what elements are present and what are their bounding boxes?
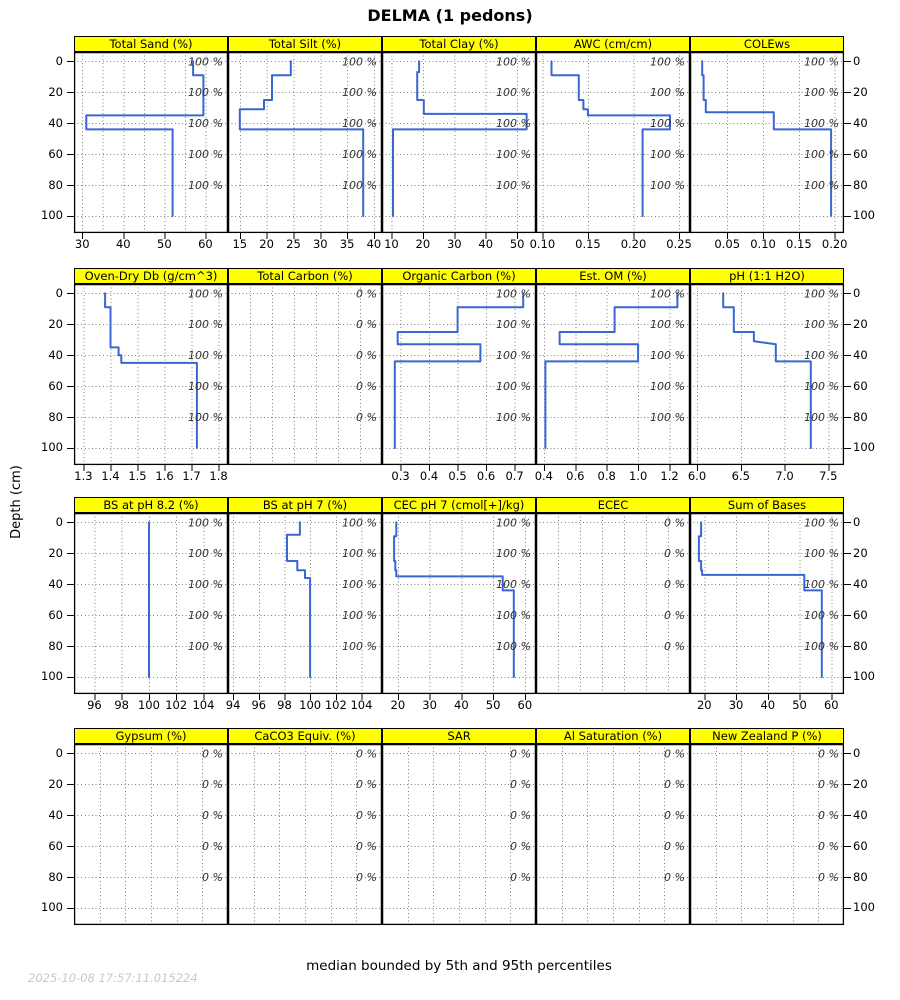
contributing-fraction-label: 100 %	[188, 380, 223, 394]
contributing-fraction-label: 0 %	[510, 871, 531, 885]
depth-tick-label-right: 40	[853, 576, 868, 591]
depth-tick-label-right: 0	[853, 514, 861, 529]
contributing-fraction-label: 100 %	[496, 547, 531, 561]
depth-tick-label-right: 60	[853, 607, 868, 622]
panel-awc-cm-cm	[536, 52, 690, 240]
x-tick-label: 40	[115, 237, 131, 251]
x-tick-label: 0.6	[566, 469, 585, 483]
x-tick-label: 0.3	[391, 469, 410, 483]
contributing-fraction-label: 0 %	[356, 287, 377, 301]
contributing-fraction-label: 100 %	[804, 609, 839, 623]
depth-tick-label-right: 80	[853, 177, 868, 192]
contributing-fraction-label: 0 %	[202, 871, 223, 885]
x-tick-label: 60	[823, 698, 839, 712]
contributing-fraction-label: 100 %	[188, 411, 223, 425]
contributing-fraction-label: 100 %	[188, 148, 223, 162]
contributing-fraction-label: 100 %	[496, 380, 531, 394]
depth-tick-label-right: 20	[853, 545, 868, 560]
depth-tick-label-left: 80	[48, 409, 63, 424]
contributing-fraction-label: 100 %	[650, 287, 685, 301]
contributing-fraction-label: 0 %	[664, 578, 685, 592]
contributing-fraction-label: 0 %	[664, 871, 685, 885]
strip-colews: COLEws	[690, 36, 844, 52]
depth-tick-label-right: 60	[853, 838, 868, 853]
strip-total-sand: Total Sand (%)	[74, 36, 228, 52]
x-tick-label: 1.7	[182, 469, 201, 483]
contributing-fraction-label: 0 %	[664, 609, 685, 623]
strip-oven-dry-db-g-cm-3: Oven-Dry Db (g/cm^3)	[74, 268, 228, 284]
panel-est-om	[536, 284, 690, 472]
contributing-fraction-label: 0 %	[664, 640, 685, 654]
depth-tick-label-left: 100	[41, 440, 63, 455]
contributing-fraction-label: 100 %	[342, 179, 377, 193]
depth-tick-label-left: 0	[55, 514, 63, 529]
panel-colews	[690, 52, 844, 240]
panel-bs-at-ph-8-2	[74, 513, 228, 701]
contributing-fraction-label: 100 %	[804, 55, 839, 69]
contributing-fraction-label: 100 %	[650, 117, 685, 131]
contributing-fraction-label: 100 %	[496, 55, 531, 69]
contributing-fraction-label: 0 %	[818, 809, 839, 823]
contributing-fraction-label: 0 %	[664, 516, 685, 530]
x-tick-label: 1.0	[628, 469, 648, 483]
depth-axis-label: Depth (cm)	[9, 465, 24, 539]
x-tick-label: 10	[384, 237, 399, 251]
x-tick-label: 30	[446, 237, 462, 251]
contributing-fraction-label: 100 %	[804, 117, 839, 131]
contributing-fraction-label: 100 %	[188, 349, 223, 363]
contributing-fraction-label: 100 %	[188, 516, 223, 530]
depth-axis-ticks-left	[67, 513, 74, 694]
x-tick-label: 1.4	[101, 469, 120, 483]
x-tick-label: 15	[232, 237, 248, 251]
strip-total-silt: Total Silt (%)	[228, 36, 382, 52]
depth-tick-label-left: 0	[55, 745, 63, 760]
panel-ecec	[536, 513, 690, 701]
contributing-fraction-label: 100 %	[188, 117, 223, 131]
contributing-fraction-label: 0 %	[664, 809, 685, 823]
depth-tick-label-left: 80	[48, 638, 63, 653]
contributing-fraction-label: 100 %	[804, 640, 839, 654]
x-tick-label: 50	[485, 698, 501, 712]
contributing-fraction-label: 0 %	[356, 840, 377, 854]
strip-awc-cm-cm: AWC (cm/cm)	[536, 36, 690, 52]
contributing-fraction-label: 0 %	[664, 778, 685, 792]
contributing-fraction-label: 100 %	[188, 609, 223, 623]
page-title: DELMA (1 pedons)	[367, 6, 533, 25]
contributing-fraction-label: 100 %	[188, 547, 223, 561]
contributing-fraction-label: 100 %	[496, 578, 531, 592]
timestamp: 2025-10-08 17:57:11.015224	[28, 971, 198, 985]
contributing-fraction-label: 100 %	[650, 318, 685, 332]
x-tick-label: 25	[286, 237, 301, 251]
x-tick-label: 0.10	[750, 237, 776, 251]
panel-caco3-equiv	[228, 744, 382, 932]
contributing-fraction-label: 100 %	[342, 640, 377, 654]
strip-ph-1-1-h2o: pH (1:1 H2O)	[690, 268, 844, 284]
depth-tick-label-right: 100	[853, 208, 875, 223]
contributing-fraction-label: 0 %	[664, 547, 685, 561]
x-tick-label: 0.15	[575, 237, 601, 251]
depth-tick-label-left: 0	[55, 53, 63, 68]
contributing-fraction-label: 0 %	[818, 778, 839, 792]
x-tick-label: 0.6	[476, 469, 496, 483]
depth-axis-ticks-right	[844, 744, 851, 925]
depth-axis-ticks-right	[844, 52, 851, 233]
depth-tick-label-right: 100	[853, 669, 875, 684]
contributing-fraction-label: 0 %	[510, 778, 531, 792]
depth-tick-label-left: 40	[48, 576, 63, 591]
x-tick-label: 7.5	[819, 469, 838, 483]
x-tick-label: 1.5	[128, 469, 147, 483]
contributing-fraction-label: 100 %	[804, 287, 839, 301]
panel-new-zealand-p	[690, 744, 844, 932]
panel-total-sand	[74, 52, 228, 240]
panel-gypsum	[74, 744, 228, 932]
panel-organic-carbon	[382, 284, 536, 472]
x-tick-label: 35	[339, 237, 355, 251]
contributing-fraction-label: 100 %	[804, 179, 839, 193]
x-tick-label: 98	[277, 698, 292, 712]
contributing-fraction-label: 0 %	[356, 411, 377, 425]
depth-tick-label-right: 80	[853, 409, 868, 424]
x-tick-label: 20	[259, 237, 274, 251]
strip-new-zealand-p: New Zealand P (%)	[690, 728, 844, 744]
depth-tick-label-right: 100	[853, 900, 875, 915]
strip-organic-carbon: Organic Carbon (%)	[382, 268, 536, 284]
x-tick-label: 40	[478, 237, 494, 251]
contributing-fraction-label: 0 %	[664, 840, 685, 854]
contributing-fraction-label: 100 %	[496, 287, 531, 301]
contributing-fraction-label: 100 %	[496, 349, 531, 363]
depth-tick-label-left: 80	[48, 869, 63, 884]
contributing-fraction-label: 100 %	[650, 380, 685, 394]
x-tick-label: 96	[251, 698, 267, 712]
x-tick-label: 20	[696, 698, 712, 712]
depth-tick-label-right: 0	[853, 53, 861, 68]
x-tick-label: 1.2	[660, 469, 679, 483]
depth-tick-label-left: 20	[48, 545, 63, 560]
depth-tick-label-right: 60	[853, 378, 868, 393]
x-tick-label: 6.0	[687, 469, 707, 483]
depth-tick-label-left: 100	[41, 208, 63, 223]
contributing-fraction-label: 0 %	[202, 778, 223, 792]
contributing-fraction-label: 100 %	[188, 318, 223, 332]
contributing-fraction-label: 100 %	[650, 86, 685, 100]
contributing-fraction-label: 100 %	[342, 609, 377, 623]
contributing-fraction-label: 0 %	[818, 747, 839, 761]
contributing-fraction-label: 100 %	[496, 516, 531, 530]
contributing-fraction-label: 100 %	[804, 148, 839, 162]
depth-tick-label-left: 40	[48, 347, 63, 362]
contributing-fraction-label: 100 %	[804, 411, 839, 425]
panel-bs-at-ph-7	[228, 513, 382, 701]
contributing-fraction-label: 0 %	[356, 747, 377, 761]
contributing-fraction-label: 100 %	[496, 117, 531, 131]
depth-tick-label-left: 80	[48, 177, 63, 192]
contributing-fraction-label: 100 %	[342, 117, 377, 131]
x-tick-label: 100	[137, 698, 160, 712]
panel-total-clay	[382, 52, 536, 240]
x-tick-label: 0.20	[620, 237, 647, 251]
x-tick-label: 0.5	[448, 469, 467, 483]
contributing-fraction-label: 100 %	[650, 55, 685, 69]
depth-tick-label-right: 80	[853, 869, 868, 884]
contributing-fraction-label: 100 %	[496, 411, 531, 425]
contributing-fraction-label: 100 %	[188, 179, 223, 193]
contributing-fraction-label: 0 %	[356, 871, 377, 885]
x-tick-label: 30	[312, 237, 328, 251]
contributing-fraction-label: 100 %	[496, 609, 531, 623]
contributing-fraction-label: 100 %	[496, 148, 531, 162]
strip-gypsum: Gypsum (%)	[74, 728, 228, 744]
contributing-fraction-label: 100 %	[188, 640, 223, 654]
x-tick-label: 1.3	[74, 469, 93, 483]
contributing-fraction-label: 100 %	[804, 349, 839, 363]
x-tick-label: 40	[366, 237, 382, 251]
contributing-fraction-label: 100 %	[804, 86, 839, 100]
contributing-fraction-label: 100 %	[650, 148, 685, 162]
contributing-fraction-label: 0 %	[356, 380, 377, 394]
contributing-fraction-label: 0 %	[664, 747, 685, 761]
depth-tick-label-left: 60	[48, 378, 63, 393]
panel-cec-ph-7-cmol-kg	[382, 513, 536, 701]
x-tick-label: 20	[415, 237, 431, 251]
x-tick-label: 1.6	[155, 469, 174, 483]
depth-tick-label-left: 20	[48, 316, 63, 331]
x-tick-label: 60	[517, 698, 533, 712]
depth-tick-label-right: 80	[853, 638, 868, 653]
x-tick-label: 0.4	[534, 469, 553, 483]
contributing-fraction-label: 0 %	[818, 840, 839, 854]
x-tick-label: 102	[165, 698, 188, 712]
x-tick-label: 40	[454, 698, 469, 712]
depth-tick-label-right: 100	[853, 440, 875, 455]
contributing-fraction-label: 0 %	[202, 840, 223, 854]
x-tick-label: 0.4	[419, 469, 439, 483]
strip-total-carbon: Total Carbon (%)	[228, 268, 382, 284]
depth-tick-label-left: 100	[41, 669, 63, 684]
x-tick-label: 40	[760, 698, 776, 712]
x-tick-label: 104	[350, 698, 373, 712]
contributing-fraction-label: 0 %	[356, 318, 377, 332]
contributing-fraction-label: 100 %	[342, 55, 377, 69]
depth-tick-label-left: 0	[55, 285, 63, 300]
strip-caco3-equiv: CaCO3 Equiv. (%)	[228, 728, 382, 744]
depth-tick-label-right: 0	[853, 745, 861, 760]
strip-est-om: Est. OM (%)	[536, 268, 690, 284]
depth-tick-label-left: 60	[48, 838, 63, 853]
contributing-fraction-label: 100 %	[804, 578, 839, 592]
depth-tick-label-left: 60	[48, 146, 63, 161]
depth-tick-label-left: 20	[48, 84, 63, 99]
contributing-fraction-label: 100 %	[342, 86, 377, 100]
contributing-fraction-label: 100 %	[496, 179, 531, 193]
contributing-fraction-label: 0 %	[202, 809, 223, 823]
x-tick-label: 104	[192, 698, 215, 712]
panel-oven-dry-db-g-cm-3	[74, 284, 228, 472]
contributing-fraction-label: 0 %	[202, 747, 223, 761]
depth-axis-ticks-right	[844, 513, 851, 694]
contributing-fraction-label: 100 %	[650, 179, 685, 193]
strip-sar: SAR	[382, 728, 536, 744]
panel-sum-of-bases	[690, 513, 844, 701]
contributing-fraction-label: 100 %	[496, 86, 531, 100]
x-tick-label: 102	[324, 698, 347, 712]
depth-tick-label-right: 20	[853, 84, 868, 99]
depth-tick-label-left: 60	[48, 607, 63, 622]
contributing-fraction-label: 0 %	[356, 809, 377, 823]
x-tick-label: 6.5	[731, 469, 750, 483]
depth-tick-label-right: 40	[853, 807, 868, 822]
x-tick-label: 0.8	[597, 469, 616, 483]
x-tick-label: 30	[422, 698, 437, 712]
contributing-fraction-label: 0 %	[356, 349, 377, 363]
x-tick-label: 0.15	[786, 237, 812, 251]
strip-al-saturation: Al Saturation (%)	[536, 728, 690, 744]
depth-axis-ticks-left	[67, 284, 74, 465]
x-tick-label: 1.8	[209, 469, 228, 483]
depth-axis-ticks-right	[844, 284, 851, 465]
contributing-fraction-label: 100 %	[650, 349, 685, 363]
depth-tick-label-right: 40	[853, 115, 868, 130]
contributing-fraction-label: 100 %	[342, 148, 377, 162]
x-tick-label: 0.10	[529, 237, 556, 251]
contributing-fraction-label: 100 %	[188, 55, 223, 69]
depth-tick-label-left: 40	[48, 807, 63, 822]
depth-tick-label-right: 0	[853, 285, 861, 300]
contributing-fraction-label: 100 %	[804, 380, 839, 394]
x-tick-label: 50	[792, 698, 807, 712]
panel-total-silt	[228, 52, 382, 240]
strip-bs-at-ph-7: BS at pH 7 (%)	[228, 497, 382, 513]
contributing-fraction-label: 100 %	[188, 578, 223, 592]
contributing-fraction-label: 100 %	[188, 86, 223, 100]
contributing-fraction-label: 100 %	[342, 516, 377, 530]
contributing-fraction-label: 100 %	[496, 640, 531, 654]
panel-sar	[382, 744, 536, 932]
x-tick-label: 30	[74, 237, 90, 251]
strip-total-clay: Total Clay (%)	[382, 36, 536, 52]
x-tick-label: 60	[198, 237, 213, 251]
x-tick-label: 30	[728, 698, 744, 712]
depth-tick-label-left: 40	[48, 115, 63, 130]
strip-bs-at-ph-8-2: BS at pH 8.2 (%)	[74, 497, 228, 513]
x-tick-label: 0.05	[714, 237, 741, 251]
contributing-fraction-label: 0 %	[818, 871, 839, 885]
depth-axis-ticks-left	[67, 744, 74, 925]
contributing-fraction-label: 100 %	[804, 516, 839, 530]
x-tick-label: 50	[509, 237, 525, 251]
panel-al-saturation	[536, 744, 690, 932]
x-tick-label: 0.20	[821, 237, 848, 251]
x-tick-label: 98	[114, 698, 129, 712]
x-tick-label: 94	[225, 698, 241, 712]
contributing-fraction-label: 100 %	[342, 547, 377, 561]
contributing-fraction-label: 0 %	[510, 747, 531, 761]
depth-tick-label-left: 100	[41, 900, 63, 915]
contributing-fraction-label: 100 %	[650, 411, 685, 425]
contributing-fraction-label: 100 %	[496, 318, 531, 332]
strip-sum-of-bases: Sum of Bases	[690, 497, 844, 513]
panel-total-carbon	[228, 284, 382, 472]
x-tick-label: 0.25	[666, 237, 692, 251]
contributing-fraction-label: 0 %	[356, 778, 377, 792]
x-tick-label: 7.0	[775, 469, 794, 483]
strip-ecec: ECEC	[536, 497, 690, 513]
x-tick-label: 20	[390, 698, 406, 712]
depth-tick-label-right: 20	[853, 316, 868, 331]
x-tick-label: 0.7	[505, 469, 524, 483]
contributing-fraction-label: 100 %	[188, 287, 223, 301]
depth-tick-label-left: 20	[48, 776, 63, 791]
contributing-fraction-label: 100 %	[804, 547, 839, 561]
contributing-fraction-label: 0 %	[510, 809, 531, 823]
contributing-fraction-label: 100 %	[342, 578, 377, 592]
contributing-fraction-label: 100 %	[804, 318, 839, 332]
x-tick-label: 50	[157, 237, 172, 251]
depth-tick-label-right: 20	[853, 776, 868, 791]
depth-tick-label-right: 40	[853, 347, 868, 362]
panel-ph-1-1-h2o	[690, 284, 844, 472]
x-tick-label: 100	[299, 698, 322, 712]
contributing-fraction-label: 0 %	[510, 840, 531, 854]
figure-caption: median bounded by 5th and 95th percentiles	[306, 958, 612, 974]
depth-axis-ticks-left	[67, 52, 74, 233]
x-tick-label: 96	[87, 698, 102, 712]
depth-tick-label-right: 60	[853, 146, 868, 161]
strip-cec-ph-7-cmol-kg: CEC pH 7 (cmol[+]/kg)	[382, 497, 536, 513]
